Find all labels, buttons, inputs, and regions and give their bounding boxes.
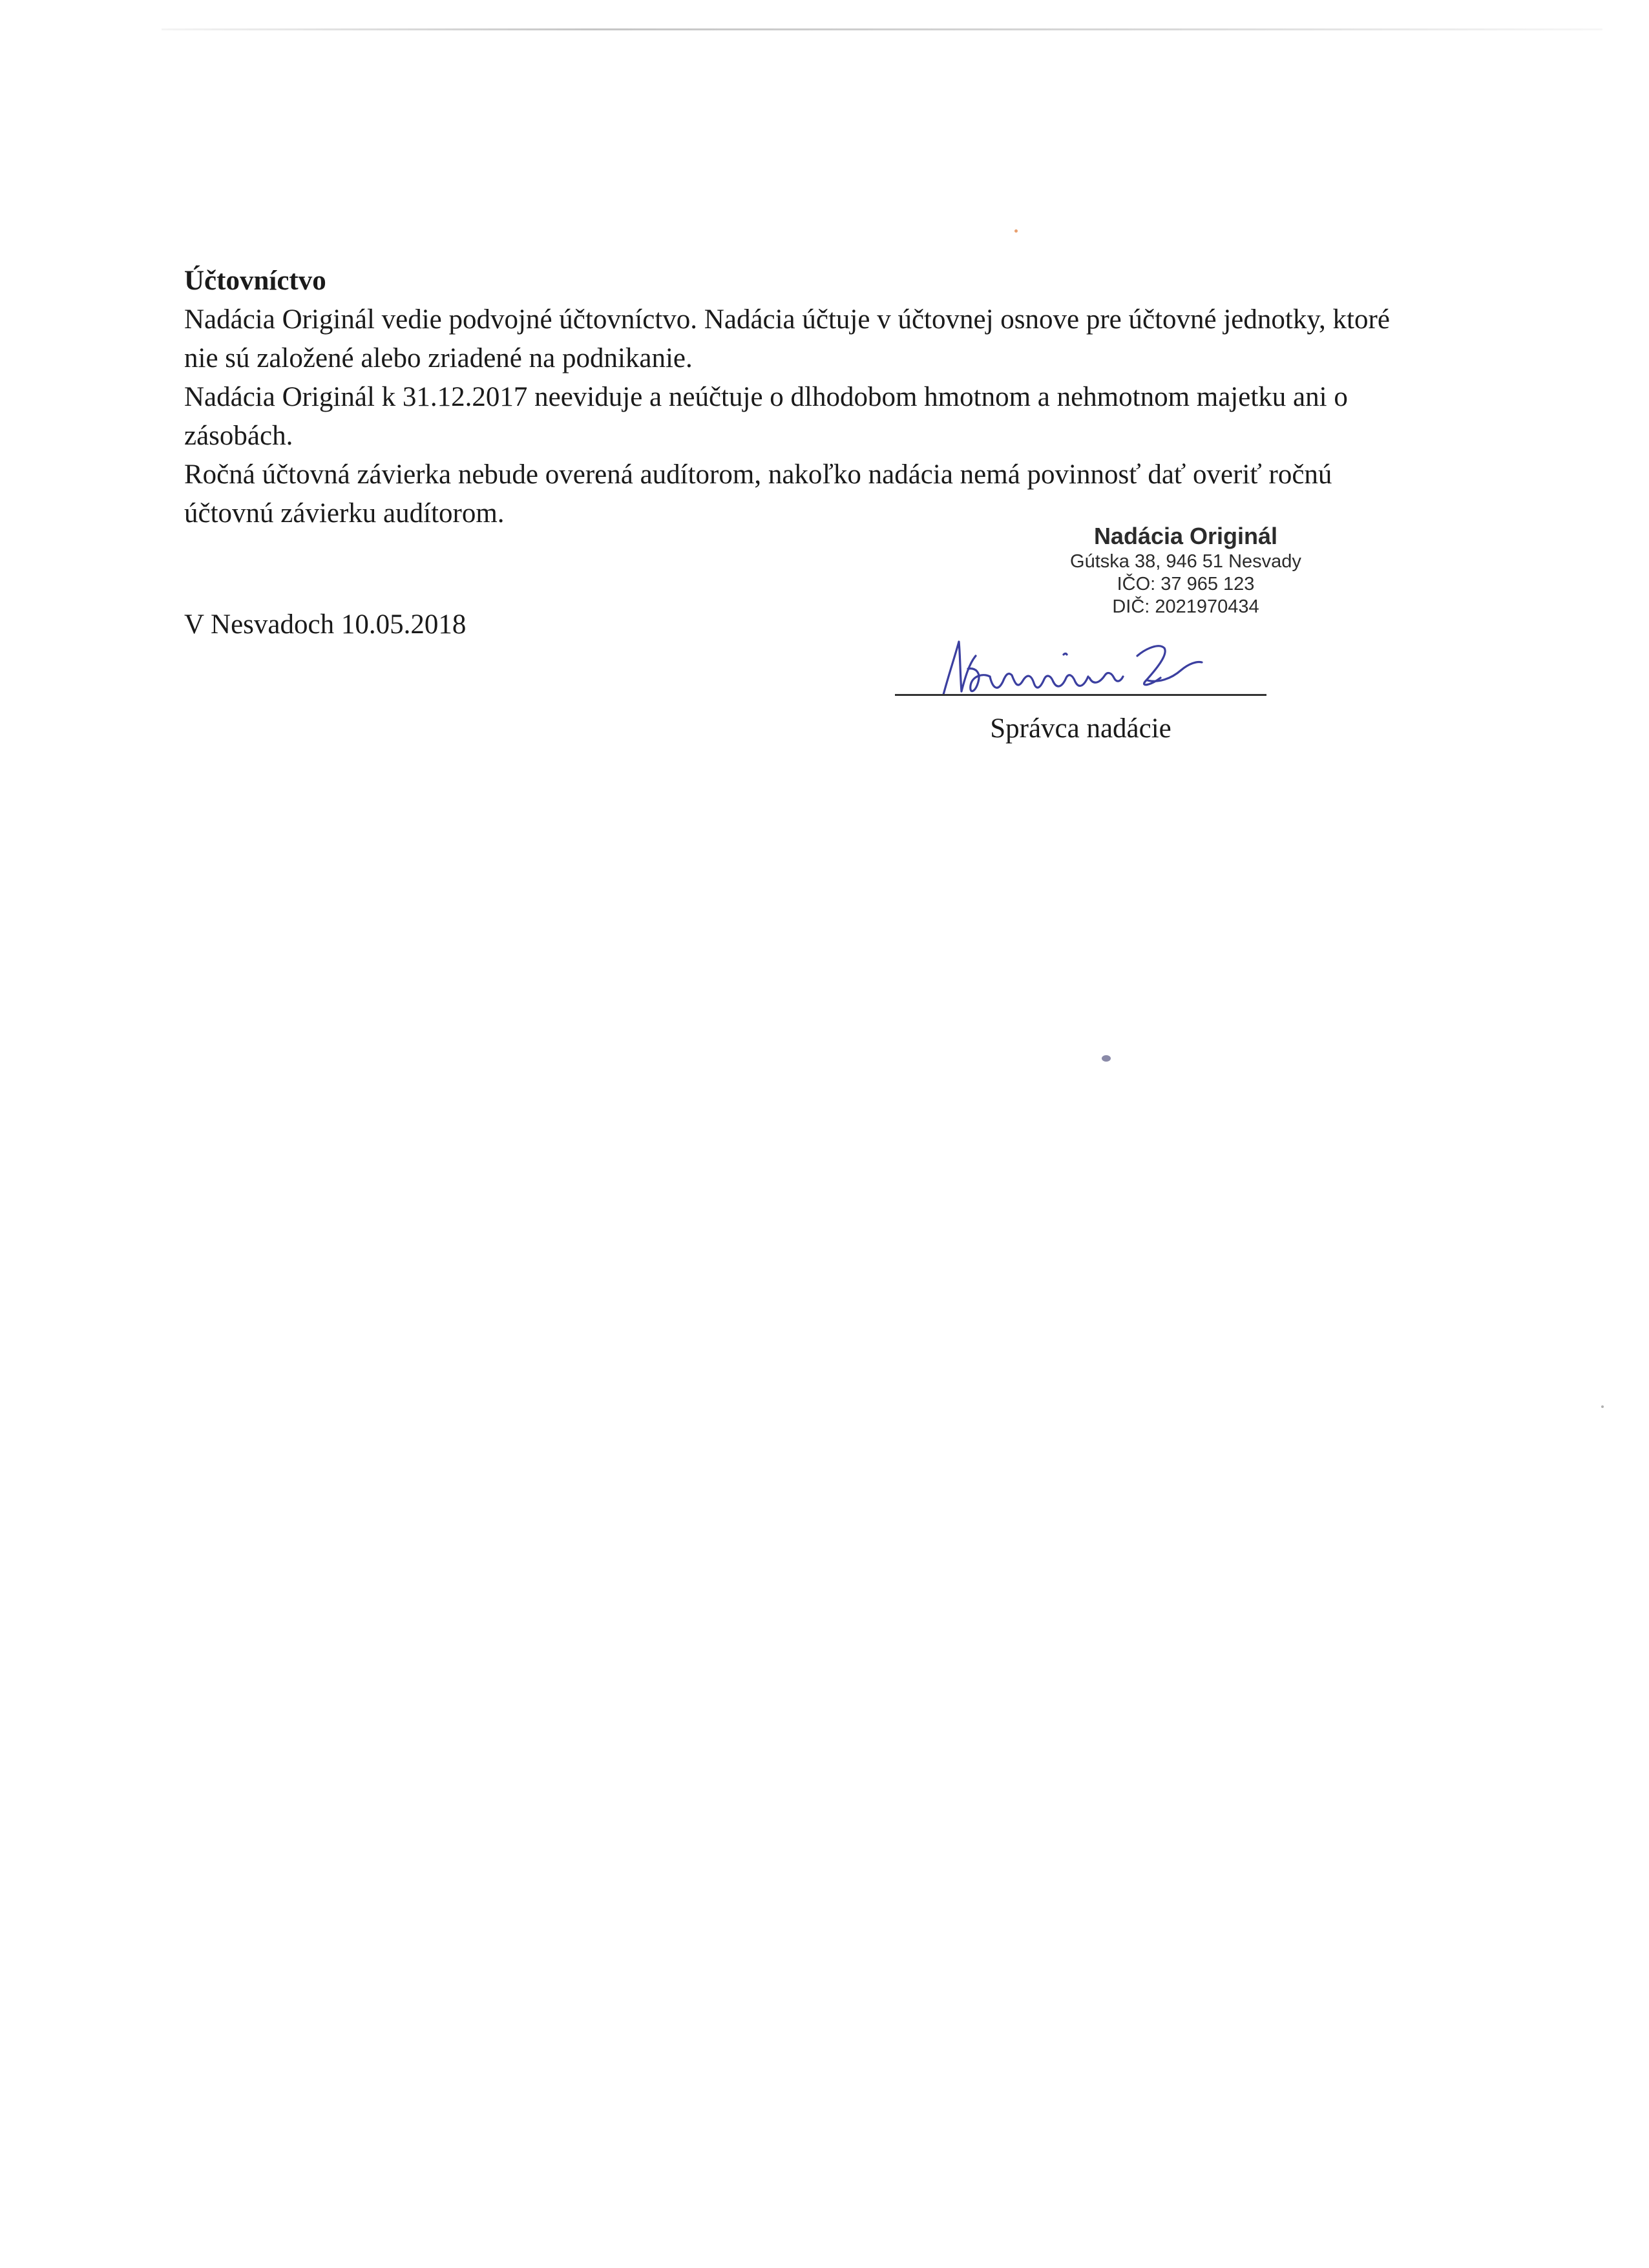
scan-speck xyxy=(1014,229,1018,233)
stamp-name: Nadácia Originál xyxy=(1093,523,1278,549)
section-heading: Účtovníctvo xyxy=(184,266,326,296)
paragraph-bookkeeping: Nadácia Originál vedie podvojné účtovníctvo. Nadácia účtuje v účtovnej osnove pre účtovné jednotky, ktoré nie sú založené alebo zriadené na podnikanie. xyxy=(184,304,1390,373)
scan-speck xyxy=(1102,1055,1111,1062)
paragraph-assets: Nadácia Originál k 31.12.2017 neeviduje a neúčtuje o dlhodobom hmotnom a nehmotnom majetku ani o zásobách. xyxy=(184,382,1348,451)
foundation-stamp xyxy=(1034,522,1338,618)
accounting-section xyxy=(184,262,1412,533)
stamp-dic: DIČ: 2021970434 xyxy=(1112,596,1259,617)
scan-edge-line xyxy=(162,28,1602,30)
scan-speck xyxy=(1601,1405,1604,1408)
signature-caption: Správca nadácie xyxy=(990,713,1171,744)
paragraph-audit: Ročná účtovná závierka nebude overená audítorom, nakoľko nadácia nemá povinnosť dať overiť ročnú účtovnú závierku audítorom. xyxy=(184,459,1332,529)
signature-line xyxy=(895,694,1266,696)
stamp-ico: IČO: 37 965 123 xyxy=(1117,574,1255,594)
place-and-date: V Nesvadoch 10.05.2018 xyxy=(184,609,467,640)
handwritten-signature xyxy=(930,630,1228,708)
stamp-address: Gútska 38, 946 51 Nesvady xyxy=(1070,551,1301,572)
